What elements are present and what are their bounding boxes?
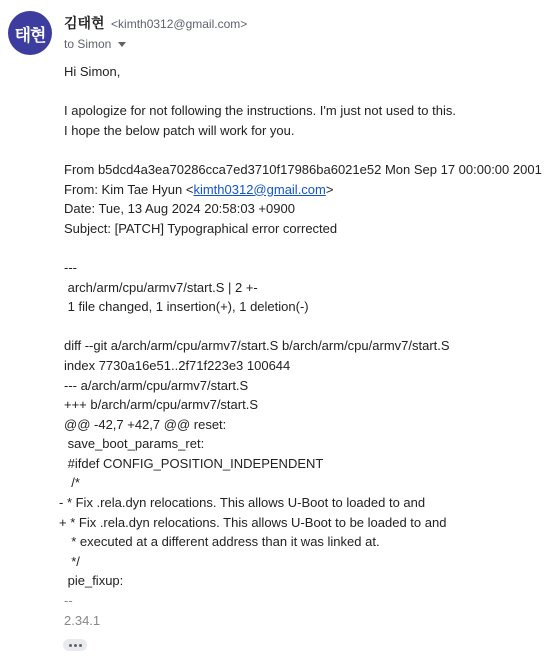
recipient-details-toggle[interactable] bbox=[64, 36, 126, 52]
diff-hunk-line: @@ -42,7 +42,7 @@ reset: bbox=[64, 416, 227, 432]
diff-context-line: save_boot_params_ret: bbox=[64, 436, 205, 452]
patch-author-suffix: > bbox=[325, 181, 334, 197]
diff-old-file-line: --- a/arch/arm/cpu/armv7/start.S bbox=[64, 377, 249, 393]
diff-header-line: diff --git a/arch/arm/cpu/armv7/start.S b/arch/arm/cpu/armv7/start.S bbox=[64, 338, 450, 354]
diff-context-line: /* bbox=[64, 475, 80, 491]
sender-name[interactable]: 김태현 bbox=[64, 15, 105, 31]
diff-removed-line: - * Fix .rela.dyn relocations. This allows U-Boot to loaded to and bbox=[59, 495, 426, 511]
diff-index-line: index 7730a16e51..2f71f223e3 100644 bbox=[64, 357, 291, 373]
diff-added-line: + * Fix .rela.dyn relocations. This allows U-Boot to be loaded to and bbox=[59, 514, 447, 530]
diff-context-line: #ifdef CONFIG_POSITION_INDEPENDENT bbox=[64, 455, 324, 471]
sender-line bbox=[64, 14, 247, 33]
diffstat-line: arch/arm/cpu/armv7/start.S | 2 +- bbox=[64, 279, 258, 295]
patch-from-line: From b5dcd4a3ea70286cca7ed3710f17986ba6021e52 Mon Sep 17 00:00:00 2001 bbox=[64, 161, 542, 177]
diff-context-line: pie_fixup: bbox=[64, 573, 124, 589]
body-line: I apologize for not following the instructions. I'm just not used to this. bbox=[64, 103, 456, 119]
show-trimmed-content-button[interactable] bbox=[63, 639, 87, 651]
sender-avatar[interactable]: 태현 bbox=[8, 11, 52, 55]
body-line: I hope the below patch will work for you. bbox=[64, 122, 295, 138]
message-body bbox=[59, 62, 550, 630]
diffstat-summary: 1 file changed, 1 insertion(+), 1 deletion(-) bbox=[64, 299, 309, 315]
diff-new-file-line: +++ b/arch/arm/cpu/armv7/start.S bbox=[64, 397, 258, 413]
patch-subject-line: Subject: [PATCH] Typographical error corrected bbox=[64, 220, 338, 236]
patch-separator: --- bbox=[64, 259, 77, 275]
sender-email: <kimth0312@gmail.com> bbox=[111, 17, 248, 31]
caret-down-icon[interactable] bbox=[118, 42, 126, 47]
signature-separator: -- bbox=[64, 593, 73, 609]
author-email-link[interactable]: kimth0312@gmail.com bbox=[193, 181, 326, 197]
ellipsis-icon bbox=[69, 644, 72, 647]
diff-context-line: * executed at a different address than it was linked at. bbox=[64, 534, 380, 550]
patch-author-line bbox=[64, 180, 550, 200]
signature-version: 2.34.1 bbox=[64, 612, 101, 628]
diff-context-line: */ bbox=[64, 553, 80, 569]
patch-date-line: Date: Tue, 13 Aug 2024 20:58:03 +0900 bbox=[64, 201, 295, 217]
recipient-label: to Simon bbox=[64, 37, 112, 51]
greeting: Hi Simon, bbox=[64, 64, 121, 79]
patch-author-prefix: From: Kim Tae Hyun < bbox=[64, 181, 194, 197]
